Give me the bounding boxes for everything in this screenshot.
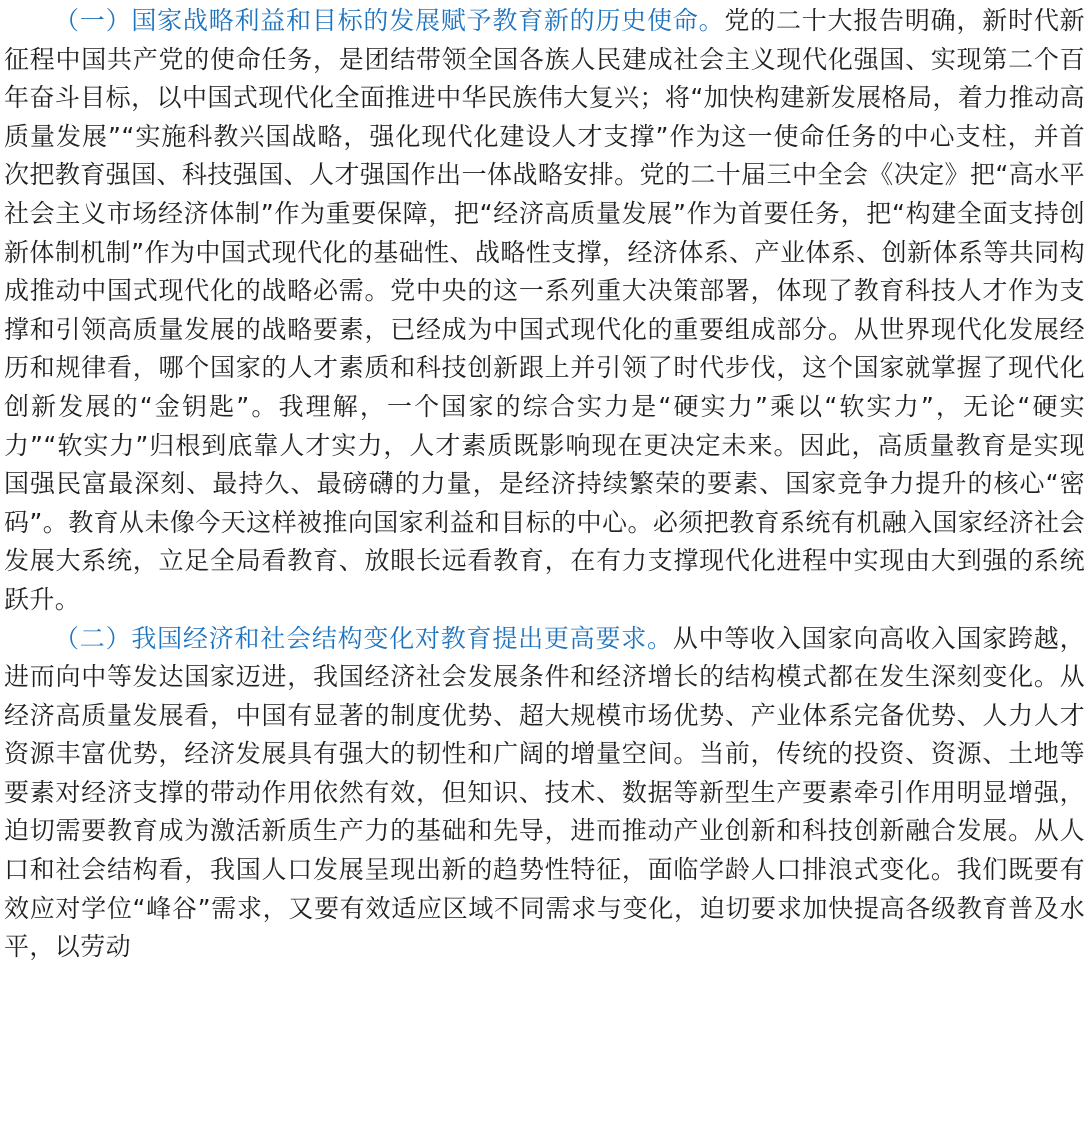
paragraph-2-text: 从中等收入国家向高收入国家跨越，进而向中等发达国家迈进，我国经济社会发展条件和经济增长的结构模式都在发生深刻变化。从经济高质量发展看，中国有显著的制度优势、超大规模市场优势、产业体系完备优势、人力人才资源丰富优势，经济发展具有强大的韧性和广阔的增量空间。当前，传统的投资、资源、土地等要素对经济支撑的带动作用依然有效，但知识、技术、数据等新型生产要素牵引作用明显增强，迫切需要教育成为激活新质生产力的基础和先导，进而推动产业创新和科技创新融合发展。从人口和社会结构看，我国人口发展呈现出新的趋势性特征，面临学龄人口排浪式变化。我们既要有效应对学位“峰谷”需求，又要有效适应区域不同需求与变化，迫切要求加快提高各级教育普及水平，以劳动 xyxy=(4,623,1085,962)
paragraph-1 xyxy=(4,2,1085,620)
article-body xyxy=(0,2,1089,967)
section-heading-2: （二）我国经济和社会结构变化对教育提出更高要求。 xyxy=(54,623,673,653)
paragraph-2 xyxy=(4,620,1085,967)
section-heading-1: （一）国家战略利益和目标的发展赋予教育新的历史使命。 xyxy=(54,6,725,35)
paragraph-1-text: 党的二十大报告明确，新时代新征程中国共产党的使命任务，是团结带领全国各族人民建成社会主义现代化强国、实现第二个百年奋斗目标，以中国式现代化全面推进中华民族伟大复兴；将“加快构建新发展格局，着力推动高质量发展”“实施科教兴国战略，强化现代化建设人才支撑”作为这一使命任务的中心支柱，并首次把教育强国、科技强国、人才强国作出一体战略安排。党的二十届三中全会《决定》把“高水平社会主义市场经济体制”作为重要保障，把“经济高质量发展”作为首要任务，把“构建全面支持创新体制机制”作为中国式现代化的基础性、战略性支撑，经济体系、产业体系、创新体系等共同构成推动中国式现代化的战略必需。党中央的这一系列重大决策部署，体现了教育科技人才作为支撑和引领高质量发展的战略要素，已经成为中国式现代化的重要组成部分。从世界现代化发展经历和规律看，哪个国家的人才素质和科技创新跟上并引领了时代步伐，这个国家就掌握了现代化创新发展的“金钥匙”。我理解，一个国家的综合实力是“硬实力”乘以“软实力”，无论“硬实力”“软实力”归根到底靠人才实力，人才素质既影响现在更决定未来。因此，高质量教育是实现国强民富最深刻、最持久、最磅礴的力量，是经济持续繁荣的要素、国家竞争力提升的核心“密码”。教育从未像今天这样被推向国家利益和目标的中心。必须把教育系统有机融入国家经济社会发展大系统，立足全局看教育、放眼长远看教育，在有力支撑现代化进程中实现由大到强的系统跃升。 xyxy=(4,6,1086,614)
